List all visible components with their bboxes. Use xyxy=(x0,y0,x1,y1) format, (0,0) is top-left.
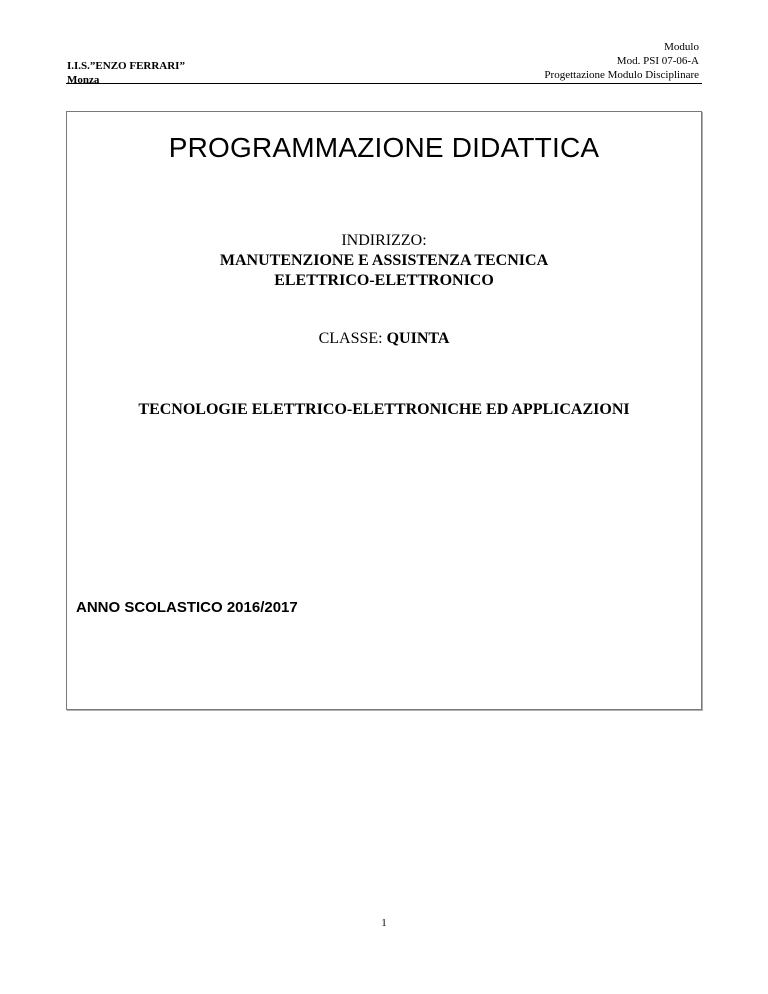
cover-frame xyxy=(66,111,702,710)
subject-title: TECNOLOGIE ELETTRICO-ELETTRONICHE ED APPLICAZIONI xyxy=(138,401,630,418)
page-title: PROGRAMMAZIONE DIDATTICA xyxy=(168,132,600,163)
form-label: Modulo xyxy=(664,41,699,53)
school-city: Monza xyxy=(67,74,100,86)
classe-value: QUINTA xyxy=(386,330,450,347)
form-description: Progettazione Modulo Disciplinare xyxy=(544,69,699,81)
indirizzo-line-2: ELETTRICO-ELETTRONICO xyxy=(274,272,494,289)
school-year: ANNO SCOLASTICO 2016/2017 xyxy=(76,599,298,616)
form-code: Mod. PSI 07-06-A xyxy=(616,55,699,67)
page-number: 1 xyxy=(381,917,387,929)
classe-section xyxy=(67,329,701,349)
indirizzo-section xyxy=(67,231,701,291)
school-name: I.I.S.”ENZO FERRARI” xyxy=(67,60,185,72)
classe-label: CLASSE: xyxy=(318,330,383,347)
indirizzo-label: INDIRIZZO: xyxy=(341,232,427,249)
header-form-info xyxy=(544,40,699,82)
header-divider xyxy=(66,83,702,84)
indirizzo-line-1: MANUTENZIONE E ASSISTENZA TECNICA xyxy=(219,252,549,269)
